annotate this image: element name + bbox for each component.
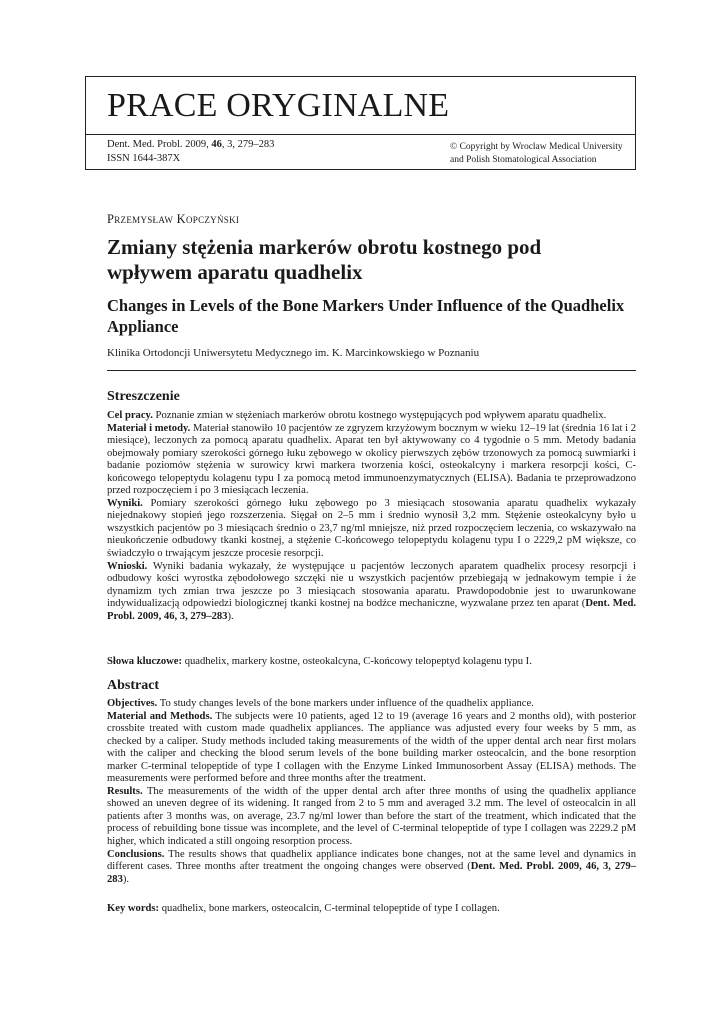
text-cel: Poznanie zmian w stężeniach markerów obrotu kostnego występujących pod wpływem aparatu quadhelix.: [152, 410, 607, 421]
journal-line1-pre: Dent. Med. Probl. 2009,: [107, 139, 212, 150]
streszczenie-wyniki: [107, 498, 636, 561]
text-conclusions: The results shows that quadhelix appliance indicates bone changes, not at the same level and dynamics in different cases. Three months after treatment the ongoing changes were observed (: [107, 848, 636, 873]
abstract-heading: Abstract: [107, 678, 160, 693]
label-wyniki: Wyniki.: [107, 497, 143, 509]
label-results: Results.: [107, 785, 143, 797]
text-keywords-en: quadhelix, bone markers, osteocalcin, C-terminal telopeptide of type I collagen.: [159, 903, 500, 914]
label-keywords-en: Key words:: [107, 903, 160, 914]
journal-volume: 46: [211, 139, 222, 150]
streszczenie-material: [107, 423, 636, 498]
label-objectives: Objectives.: [107, 698, 158, 709]
author-name: Przemysław Kopczyński: [107, 212, 240, 226]
citation-pl: Dent. Med. Probl. 2009, 46, 3, 279–283: [107, 598, 636, 622]
text-conclusions-end: ).: [122, 873, 130, 885]
text-keywords-pl: quadhelix, markery kostne, osteokalcyna, C-końcowy telopeptyd kolagenu typu I.: [182, 656, 532, 667]
text-objectives: To study changes levels of the bone markers under influence of the quadhelix appliance.: [157, 698, 534, 709]
journal-header-box: [85, 76, 636, 170]
abstract-objectives: [107, 698, 636, 711]
streszczenie-heading: Streszczenie: [107, 389, 180, 404]
title-divider: [107, 370, 636, 371]
abstract-results: [107, 786, 636, 849]
section-type-title: PRACE ORYGINALNE: [107, 87, 450, 124]
citation-en: Dent. Med. Probl. 2009, 46, 3, 279–283: [107, 861, 637, 885]
label-wnioski: Wnioski.: [107, 560, 148, 572]
label-cel: Cel pracy.: [107, 410, 153, 421]
streszczenie-body: [107, 410, 636, 623]
label-methods: Material and Methods.: [107, 710, 213, 722]
title-polish: Zmiany stężenia markerów obrotu kostnego pod wpływem aparatu quadhelix: [107, 235, 542, 284]
journal-citation: [107, 138, 274, 165]
journal-line1-post: , 3, 279–283: [221, 139, 275, 150]
title-english: Changes in Levels of the Bone Markers Under Influence of the Quadhelix Appliance: [107, 296, 625, 336]
label-keywords-pl: Słowa kluczowe:: [107, 656, 183, 667]
text-results: The measurements of the width of the upper dental arch after three months of using the quadhelix appliance showed an uneven degree of its widening. It ranged from 2 to 5 mm and averaged 3.2 mm. The level of osteocalcin in all patients after 3 months was, on average, 23.7 ng/ml lower than before the start of the treatment, which indicated that the process of rebuilding bone tissue was incomplete, and the level of C-terminal telopeptide of type I collagen was 2229.2 pM higher, which indicated a still ongoing resorption process.: [107, 785, 636, 848]
abstract-conclusions: [107, 849, 636, 887]
text-methods: The subjects were 10 patients, aged 12 to 19 (average 16 years and 2 months old), with posterior crossbite treated with custom made quadhelix appliances. The appliance was adjusted every four weeks by 5 mm, as checked by a caliper. Study methods included taking measurements of the width of the upper dental arch near first molars with the caliper and checking the blood serum levels of the bone building marker osteocalcin, and the bone resorption marker C-terminal telopeptide of type I collagen with the Enzyme Linked Immunosorbent Assay (ELISA) methods. The measurements were performed before and three months after the treatment.: [107, 710, 636, 785]
copyright-line1: © Copyright by Wroclaw Medical University: [450, 142, 623, 152]
label-conclusions: Conclusions.: [107, 848, 165, 860]
streszczenie-cel: [107, 410, 636, 423]
text-wnioski-end: ).: [227, 610, 234, 622]
header-divider: [86, 134, 635, 135]
label-material: Materiał i metody.: [107, 422, 191, 434]
author-affiliation: Klinika Ortodoncji Uniwersytetu Medycznego im. K. Marcinkowskiego w Poznaniu: [107, 347, 480, 359]
keywords-pl: [107, 656, 636, 669]
keywords-en: [107, 903, 636, 916]
copyright-line2: and Polish Stomatological Association: [450, 154, 597, 165]
streszczenie-wnioski: [107, 561, 636, 624]
text-material: Materiał stanowiło 10 pacjentów ze zgryzem krzyżowym bocznym w wieku 12–19 lat (średnia 16 lat i 2 miesiące), leczonych za pomocą aparatu quadhelix. Aparat ten był aktywowany co 4 tygodnie o 5 mm. Metody badania obejmowały pomiary szerokości górnego łuku zębowego w okolicy pierwszych zębów trzonowych za pomocą suwmiarki i badanie poziomów stężenia w surowicy krwi markera tworzenia kości, osteokalcyny i markera resorpcji kości, C-końcowego telopeptydu kolagenu typu I za pomocą metod immunoenzymatycznych (ELISA). Badania te przeprowadzono przed rozpoczęciem i po 3 miesiącach leczenia.: [107, 422, 636, 497]
abstract-body: [107, 698, 636, 886]
journal-issn: ISSN 1644-387X: [107, 152, 181, 164]
text-wyniki: Pomiary szerokości górnego łuku zębowego po 3 miesiącach stosowania aparatu quadhelix wykazały niejednakowy stopień jego rozszerzenia. Sięgał on 2–5 mm i średnio wynosił 3,2 mm. Stężenie osteokalcyny było u wszystkich pacjentów po 3 miesiącach średnio o 23,7 ng/ml mniejsze, niż przed rozpoczęciem leczenia, co wskazywało na nieukończenie odbudowy tkanki kostnej, a stężenie C-końcowego telopeptydu kolagenu typu I o 2229,2 pM większe, co świadczyło o trwającym jeszcze procesie resorpcji.: [107, 497, 636, 560]
text-wnioski: Wyniki badania wykazały, że występujące u pacjentów leczonych aparatem quadhelix procesy resorpcji i odbudowy kości wyrostka zębodołowego szczęki nie u wszystkich pacjentów przebiegają w jednakowym tempie i że dynamizm tych zmian trwa jeszcze po 3 miesiącach stosowania aparatu. Prawdopodobnie jest to uwarunkowane indywidualizacją odpowiedzi biologicznej tkanki kostnej na bodźce mechaniczne, wyzwalane przez ten aparat (: [107, 560, 636, 610]
abstract-methods: [107, 711, 636, 786]
copyright-notice: [450, 141, 623, 166]
